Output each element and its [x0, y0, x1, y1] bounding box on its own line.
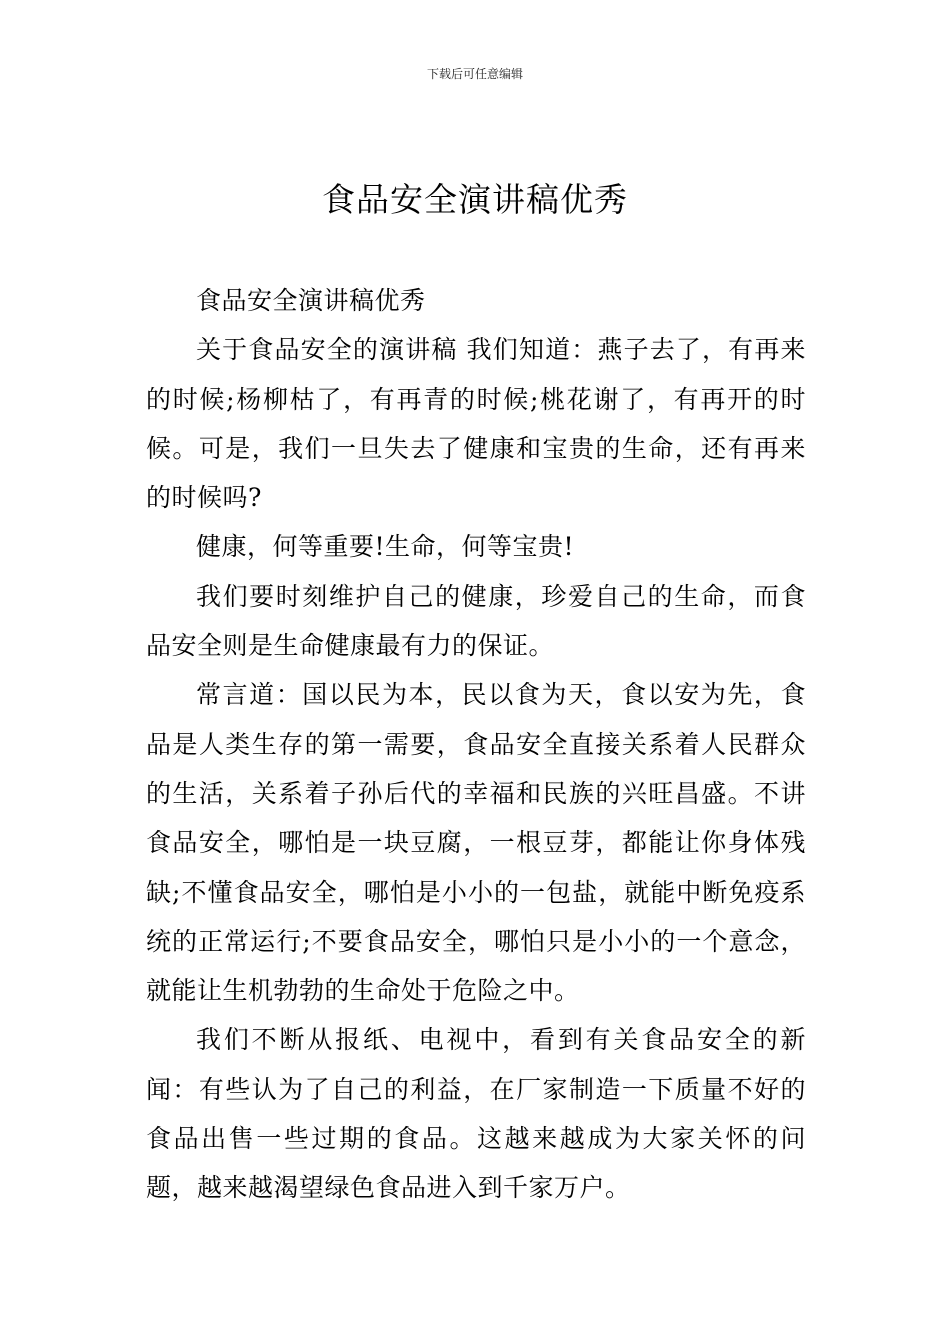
paragraph-health: 健康，何等重要!生命，何等宝贵! — [196, 532, 575, 562]
document-body — [146, 276, 806, 1213]
paragraph-intro: 关于食品安全的演讲稿 我们知道：燕子去了，有再来的时候;杨柳枯了，有再青的时候;桃花谢了，有再开的时候。可是，我们一旦失去了健康和宝贵的生命，还有再来的时候吗? — [146, 335, 806, 513]
document-title: 食品安全演讲稿优秀 — [322, 180, 628, 219]
header-note: 下载后可任意编辑 — [426, 67, 523, 81]
paragraph-news: 我们不断从报纸、电视中，看到有关食品安全的新闻：有些认为了自己的利益，在厂家制造一下质量不好的食品出售一些过期的食品。这越来越成为大家关怀的问题，越来越渴望绿色食品进入到千家万户。 — [146, 1025, 806, 1203]
paragraph-saying: 常言道：国以民为本，民以食为天，食以安为先，食品是人类生存的第一需要，食品安全直接关系着人民群众的生活，关系着子孙后代的幸福和民族的兴旺昌盛。不讲食品安全，哪怕是一块豆腐，一根豆芽，都能让你身体残缺;不懂食品安全，哪怕是小小的一包盐，就能中断免疫系统的正常运行;不要食品安全，哪怕只是小小的一个意念，就能让生机勃勃的生命处于危险之中。 — [146, 680, 806, 1006]
paragraph-protect: 我们要时刻维护自己的健康，珍爱自己的生命，而食品安全则是生命健康最有力的保证。 — [146, 581, 806, 661]
paragraph-subtitle: 食品安全演讲稿优秀 — [196, 286, 426, 315]
